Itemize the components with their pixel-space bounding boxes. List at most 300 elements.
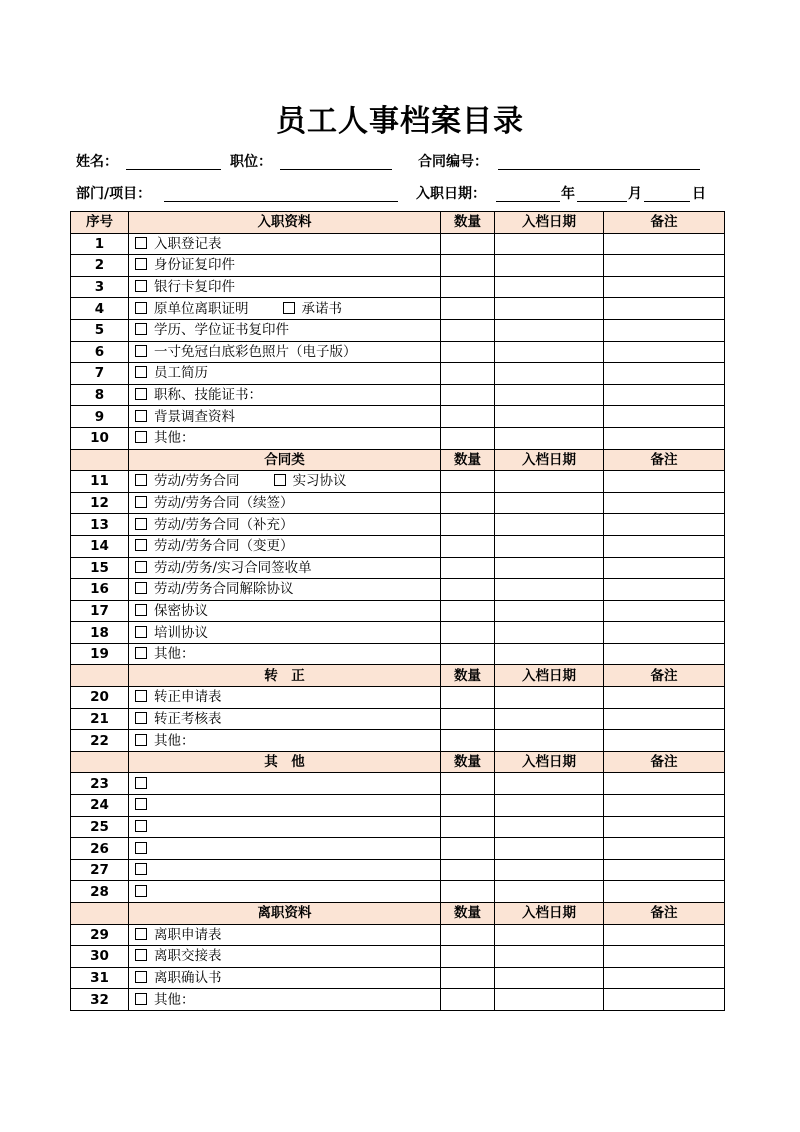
item-cell	[129, 838, 441, 860]
item-cell	[129, 341, 441, 363]
table-row	[71, 535, 725, 557]
checkbox[interactable]	[135, 626, 147, 638]
note-column-header: 备注	[604, 751, 725, 773]
note-cell[interactable]	[604, 298, 725, 320]
item-label: 员工简历	[154, 365, 208, 382]
section-title: 转 正	[129, 665, 441, 687]
table-row	[71, 384, 725, 406]
item-label: 学历、学位证书复印件	[154, 322, 289, 339]
date-column-header: 入档日期	[495, 903, 604, 925]
checkbox[interactable]	[135, 323, 147, 335]
qty-cell[interactable]	[441, 255, 495, 277]
qty-cell[interactable]	[441, 859, 495, 881]
item-cell	[129, 514, 441, 536]
checkbox[interactable]	[135, 561, 147, 573]
date-cell[interactable]	[495, 622, 604, 644]
qty-cell[interactable]	[441, 687, 495, 709]
item-label: 其他：	[154, 430, 195, 447]
table-row	[71, 708, 725, 730]
note-cell[interactable]	[604, 276, 725, 298]
contract-no-field[interactable]	[498, 169, 700, 170]
year-label: 年	[561, 186, 575, 202]
note-column-header: 备注	[604, 665, 725, 687]
section-header	[71, 212, 725, 234]
table-row	[71, 687, 725, 709]
checkbox[interactable]	[135, 496, 147, 508]
date-cell[interactable]	[495, 298, 604, 320]
section-title: 合同类	[129, 449, 441, 471]
item-cell	[129, 859, 441, 881]
entry-month-field[interactable]	[577, 201, 627, 202]
seq-column-header: 序号	[71, 212, 129, 234]
note-cell[interactable]	[604, 471, 725, 493]
item-label: 入职登记表	[154, 235, 222, 252]
row-number: 30	[71, 946, 129, 968]
item-cell	[129, 773, 441, 795]
item-cell	[129, 643, 441, 665]
note-cell[interactable]	[604, 406, 725, 428]
date-column-header: 入档日期	[495, 665, 604, 687]
qty-cell[interactable]	[441, 492, 495, 514]
checkbox[interactable]	[135, 690, 147, 702]
date-cell[interactable]	[495, 708, 604, 730]
table-row	[71, 557, 725, 579]
row-number: 15	[71, 557, 129, 579]
qty-cell[interactable]	[441, 730, 495, 752]
row-number: 4	[71, 298, 129, 320]
dept-field[interactable]	[164, 201, 398, 202]
date-column-header: 入档日期	[495, 449, 604, 471]
checkbox[interactable]	[135, 410, 147, 422]
checkbox[interactable]	[135, 518, 147, 530]
row-number: 1	[71, 233, 129, 255]
item-label: 保密协议	[154, 602, 208, 619]
row-number: 20	[71, 687, 129, 709]
qty-cell[interactable]	[441, 535, 495, 557]
row-number: 14	[71, 535, 129, 557]
qty-column-header: 数量	[441, 903, 495, 925]
date-cell[interactable]	[495, 600, 604, 622]
item-label: 其他：	[154, 646, 195, 663]
checkbox[interactable]	[135, 971, 147, 983]
date-column-header: 入档日期	[495, 212, 604, 234]
section-header	[71, 751, 725, 773]
qty-cell[interactable]	[441, 406, 495, 428]
row-number: 23	[71, 773, 129, 795]
qty-cell[interactable]	[441, 579, 495, 601]
item-label: 其他：	[154, 991, 195, 1008]
qty-cell[interactable]	[441, 795, 495, 817]
date-cell[interactable]	[495, 427, 604, 449]
date-cell[interactable]	[495, 859, 604, 881]
item-label: 原单位离职证明	[154, 300, 249, 317]
archive-table	[70, 211, 725, 1011]
checkbox[interactable]	[135, 842, 147, 854]
item-label: 劳动/劳务合同（补充）	[154, 516, 294, 533]
note-cell[interactable]	[604, 492, 725, 514]
date-cell[interactable]	[495, 687, 604, 709]
item-cell	[129, 816, 441, 838]
note-cell[interactable]	[604, 535, 725, 557]
note-cell[interactable]	[604, 363, 725, 385]
checkbox[interactable]	[135, 258, 147, 270]
position-field[interactable]	[280, 169, 392, 170]
item-label: 离职申请表	[154, 926, 222, 943]
item-label: 培训协议	[154, 624, 208, 641]
name-field[interactable]	[126, 169, 221, 170]
note-cell[interactable]	[604, 600, 725, 622]
date-cell[interactable]	[495, 579, 604, 601]
row-number: 25	[71, 816, 129, 838]
note-cell[interactable]	[604, 795, 725, 817]
qty-cell[interactable]	[441, 233, 495, 255]
date-cell[interactable]	[495, 730, 604, 752]
item-label: 劳动/劳务合同	[154, 473, 240, 490]
checkbox[interactable]	[135, 302, 147, 314]
row-number: 12	[71, 492, 129, 514]
entry-date-label: 入职日期：	[416, 186, 486, 202]
qty-cell[interactable]	[441, 622, 495, 644]
row-number: 28	[71, 881, 129, 903]
row-number: 32	[71, 989, 129, 1011]
row-number: 31	[71, 967, 129, 989]
row-number: 10	[71, 427, 129, 449]
month-label: 月	[628, 186, 642, 202]
item-label: 一寸免冠白底彩色照片（电子版）	[154, 343, 357, 360]
qty-cell[interactable]	[441, 363, 495, 385]
table-row	[71, 859, 725, 881]
checkbox[interactable]	[135, 928, 147, 940]
section-header	[71, 449, 725, 471]
item-cell	[129, 600, 441, 622]
item-cell	[129, 492, 441, 514]
date-cell[interactable]	[495, 471, 604, 493]
qty-column-header: 数量	[441, 665, 495, 687]
note-cell[interactable]	[604, 859, 725, 881]
table-row	[71, 946, 725, 968]
note-cell[interactable]	[604, 384, 725, 406]
item-cell	[129, 730, 441, 752]
date-cell[interactable]	[495, 406, 604, 428]
item-label: 转正申请表	[154, 689, 222, 706]
row-number: 2	[71, 255, 129, 277]
section-header	[71, 903, 725, 925]
date-cell[interactable]	[495, 255, 604, 277]
note-cell[interactable]	[604, 319, 725, 341]
date-cell[interactable]	[495, 341, 604, 363]
table-row	[71, 471, 725, 493]
row-number: 24	[71, 795, 129, 817]
date-cell[interactable]	[495, 557, 604, 579]
item-cell	[129, 384, 441, 406]
qty-cell[interactable]	[441, 773, 495, 795]
checkbox[interactable]	[135, 863, 147, 875]
table-row	[71, 730, 725, 752]
item-label: 银行卡复印件	[154, 279, 235, 296]
date-column-header: 入档日期	[495, 751, 604, 773]
table-row	[71, 773, 725, 795]
qty-cell[interactable]	[441, 298, 495, 320]
checkbox[interactable]	[135, 345, 147, 357]
qty-cell[interactable]	[441, 838, 495, 860]
table-row	[71, 622, 725, 644]
seq-column-header	[71, 449, 129, 471]
date-cell[interactable]	[495, 363, 604, 385]
item-label: 承诺书	[301, 300, 342, 317]
qty-cell[interactable]	[441, 600, 495, 622]
qty-cell[interactable]	[441, 276, 495, 298]
row-number: 18	[71, 622, 129, 644]
item-cell	[129, 924, 441, 946]
table-row	[71, 838, 725, 860]
header-row-1	[76, 149, 726, 173]
note-cell[interactable]	[604, 643, 725, 665]
qty-cell[interactable]	[441, 708, 495, 730]
seq-column-header	[71, 903, 129, 925]
date-cell[interactable]	[495, 535, 604, 557]
name-label: 姓名：	[76, 154, 118, 170]
row-number: 13	[71, 514, 129, 536]
item-cell	[129, 881, 441, 903]
note-cell[interactable]	[604, 816, 725, 838]
date-cell[interactable]	[495, 384, 604, 406]
page-title: 员工人事档案目录	[276, 104, 524, 139]
item-cell	[129, 967, 441, 989]
date-cell[interactable]	[495, 881, 604, 903]
row-number: 22	[71, 730, 129, 752]
qty-cell[interactable]	[441, 643, 495, 665]
note-cell[interactable]	[604, 557, 725, 579]
table-row	[71, 319, 725, 341]
date-cell[interactable]	[495, 816, 604, 838]
entry-day-field[interactable]	[644, 201, 690, 202]
item-label: 背景调查资料	[154, 408, 235, 425]
table-row	[71, 579, 725, 601]
note-cell[interactable]	[604, 881, 725, 903]
row-number: 27	[71, 859, 129, 881]
note-column-header: 备注	[604, 212, 725, 234]
table-row	[71, 341, 725, 363]
row-number: 5	[71, 319, 129, 341]
item-cell	[129, 427, 441, 449]
row-number: 8	[71, 384, 129, 406]
item-cell	[129, 622, 441, 644]
checkbox[interactable]	[283, 302, 295, 314]
qty-cell[interactable]	[441, 514, 495, 536]
section-header	[71, 665, 725, 687]
table-row	[71, 924, 725, 946]
note-cell[interactable]	[604, 838, 725, 860]
qty-column-header: 数量	[441, 449, 495, 471]
table-row	[71, 816, 725, 838]
item-cell	[129, 687, 441, 709]
qty-cell[interactable]	[441, 471, 495, 493]
date-cell[interactable]	[495, 643, 604, 665]
qty-cell[interactable]	[441, 967, 495, 989]
row-number: 19	[71, 643, 129, 665]
checkbox[interactable]	[135, 604, 147, 616]
item-label: 劳动/劳务合同（变更）	[154, 538, 294, 555]
checkbox[interactable]	[135, 949, 147, 961]
date-cell[interactable]	[495, 276, 604, 298]
item-label: 实习协议	[292, 473, 347, 490]
item-cell	[129, 255, 441, 277]
date-cell[interactable]	[495, 795, 604, 817]
item-label: 转正考核表	[154, 710, 222, 727]
table-row	[71, 427, 725, 449]
table-row	[71, 406, 725, 428]
note-cell[interactable]	[604, 773, 725, 795]
checkbox[interactable]	[135, 798, 147, 810]
checkbox[interactable]	[135, 388, 147, 400]
item-label: 离职确认书	[154, 970, 222, 987]
item-cell	[129, 363, 441, 385]
contract-no-label: 合同编号：	[418, 154, 488, 170]
checkbox[interactable]	[135, 712, 147, 724]
table-row	[71, 363, 725, 385]
entry-year-field[interactable]	[496, 201, 560, 202]
table-row	[71, 881, 725, 903]
row-number: 26	[71, 838, 129, 860]
row-number: 3	[71, 276, 129, 298]
checkbox[interactable]	[135, 474, 147, 486]
checkbox[interactable]	[135, 820, 147, 832]
item-cell	[129, 946, 441, 968]
qty-column-header: 数量	[441, 751, 495, 773]
date-cell[interactable]	[495, 946, 604, 968]
item-cell	[129, 795, 441, 817]
note-cell[interactable]	[604, 687, 725, 709]
date-cell[interactable]	[495, 319, 604, 341]
date-cell[interactable]	[495, 492, 604, 514]
note-cell[interactable]	[604, 730, 725, 752]
note-cell[interactable]	[604, 233, 725, 255]
table-row	[71, 600, 725, 622]
item-cell	[129, 471, 441, 493]
dept-label: 部门/项目：	[76, 186, 152, 202]
qty-cell[interactable]	[441, 816, 495, 838]
row-number: 11	[71, 471, 129, 493]
row-number: 7	[71, 363, 129, 385]
date-cell[interactable]	[495, 924, 604, 946]
note-cell[interactable]	[604, 967, 725, 989]
table-row	[71, 643, 725, 665]
day-label: 日	[692, 186, 706, 202]
item-label: 劳动/劳务/实习合同签收单	[154, 559, 312, 576]
item-cell	[129, 319, 441, 341]
table-row	[71, 967, 725, 989]
qty-cell[interactable]	[441, 319, 495, 341]
table-row	[71, 276, 725, 298]
header-row-2	[76, 181, 726, 205]
note-cell[interactable]	[604, 341, 725, 363]
checkbox[interactable]	[274, 474, 286, 486]
qty-cell[interactable]	[441, 924, 495, 946]
checkbox[interactable]	[135, 280, 147, 292]
checkbox[interactable]	[135, 993, 147, 1005]
table-row	[71, 255, 725, 277]
date-cell[interactable]	[495, 967, 604, 989]
note-cell[interactable]	[604, 427, 725, 449]
date-cell[interactable]	[495, 838, 604, 860]
date-cell[interactable]	[495, 773, 604, 795]
seq-column-header	[71, 665, 129, 687]
checkbox[interactable]	[135, 366, 147, 378]
qty-cell[interactable]	[441, 946, 495, 968]
checkbox[interactable]	[135, 582, 147, 594]
item-cell	[129, 535, 441, 557]
note-column-header: 备注	[604, 903, 725, 925]
note-column-header: 备注	[604, 449, 725, 471]
qty-cell[interactable]	[441, 881, 495, 903]
seq-column-header	[71, 751, 129, 773]
item-label: 劳动/劳务合同解除协议	[154, 581, 294, 598]
section-title: 入职资料	[129, 212, 441, 234]
checkbox[interactable]	[135, 777, 147, 789]
item-cell	[129, 298, 441, 320]
item-cell	[129, 233, 441, 255]
note-cell[interactable]	[604, 579, 725, 601]
checkbox[interactable]	[135, 734, 147, 746]
date-cell[interactable]	[495, 514, 604, 536]
item-label: 职称、技能证书：	[154, 387, 262, 404]
note-cell[interactable]	[604, 708, 725, 730]
table-row	[71, 492, 725, 514]
qty-column-header: 数量	[441, 212, 495, 234]
table-row	[71, 514, 725, 536]
item-cell	[129, 557, 441, 579]
checkbox[interactable]	[135, 431, 147, 443]
note-cell[interactable]	[604, 924, 725, 946]
table-row	[71, 989, 725, 1011]
note-cell[interactable]	[604, 255, 725, 277]
checkbox[interactable]	[135, 885, 147, 897]
date-cell[interactable]	[495, 989, 604, 1011]
checkbox[interactable]	[135, 237, 147, 249]
note-cell[interactable]	[604, 514, 725, 536]
item-label: 劳动/劳务合同（续签）	[154, 495, 294, 512]
item-cell	[129, 276, 441, 298]
qty-cell[interactable]	[441, 384, 495, 406]
row-number: 9	[71, 406, 129, 428]
row-number: 21	[71, 708, 129, 730]
section-title: 离职资料	[129, 903, 441, 925]
row-number: 29	[71, 924, 129, 946]
position-label: 职位：	[230, 154, 272, 170]
archive-table-body	[71, 212, 725, 1011]
qty-cell[interactable]	[441, 989, 495, 1011]
checkbox[interactable]	[135, 539, 147, 551]
table-row	[71, 795, 725, 817]
section-title: 其 他	[129, 751, 441, 773]
date-cell[interactable]	[495, 233, 604, 255]
note-cell[interactable]	[604, 989, 725, 1011]
note-cell[interactable]	[604, 946, 725, 968]
table-row	[71, 298, 725, 320]
qty-cell[interactable]	[441, 341, 495, 363]
note-cell[interactable]	[604, 622, 725, 644]
table-row	[71, 233, 725, 255]
row-number: 6	[71, 341, 129, 363]
row-number: 16	[71, 579, 129, 601]
item-cell	[129, 579, 441, 601]
item-label: 其他：	[154, 732, 195, 749]
checkbox[interactable]	[135, 647, 147, 659]
row-number: 17	[71, 600, 129, 622]
qty-cell[interactable]	[441, 557, 495, 579]
item-cell	[129, 406, 441, 428]
qty-cell[interactable]	[441, 427, 495, 449]
